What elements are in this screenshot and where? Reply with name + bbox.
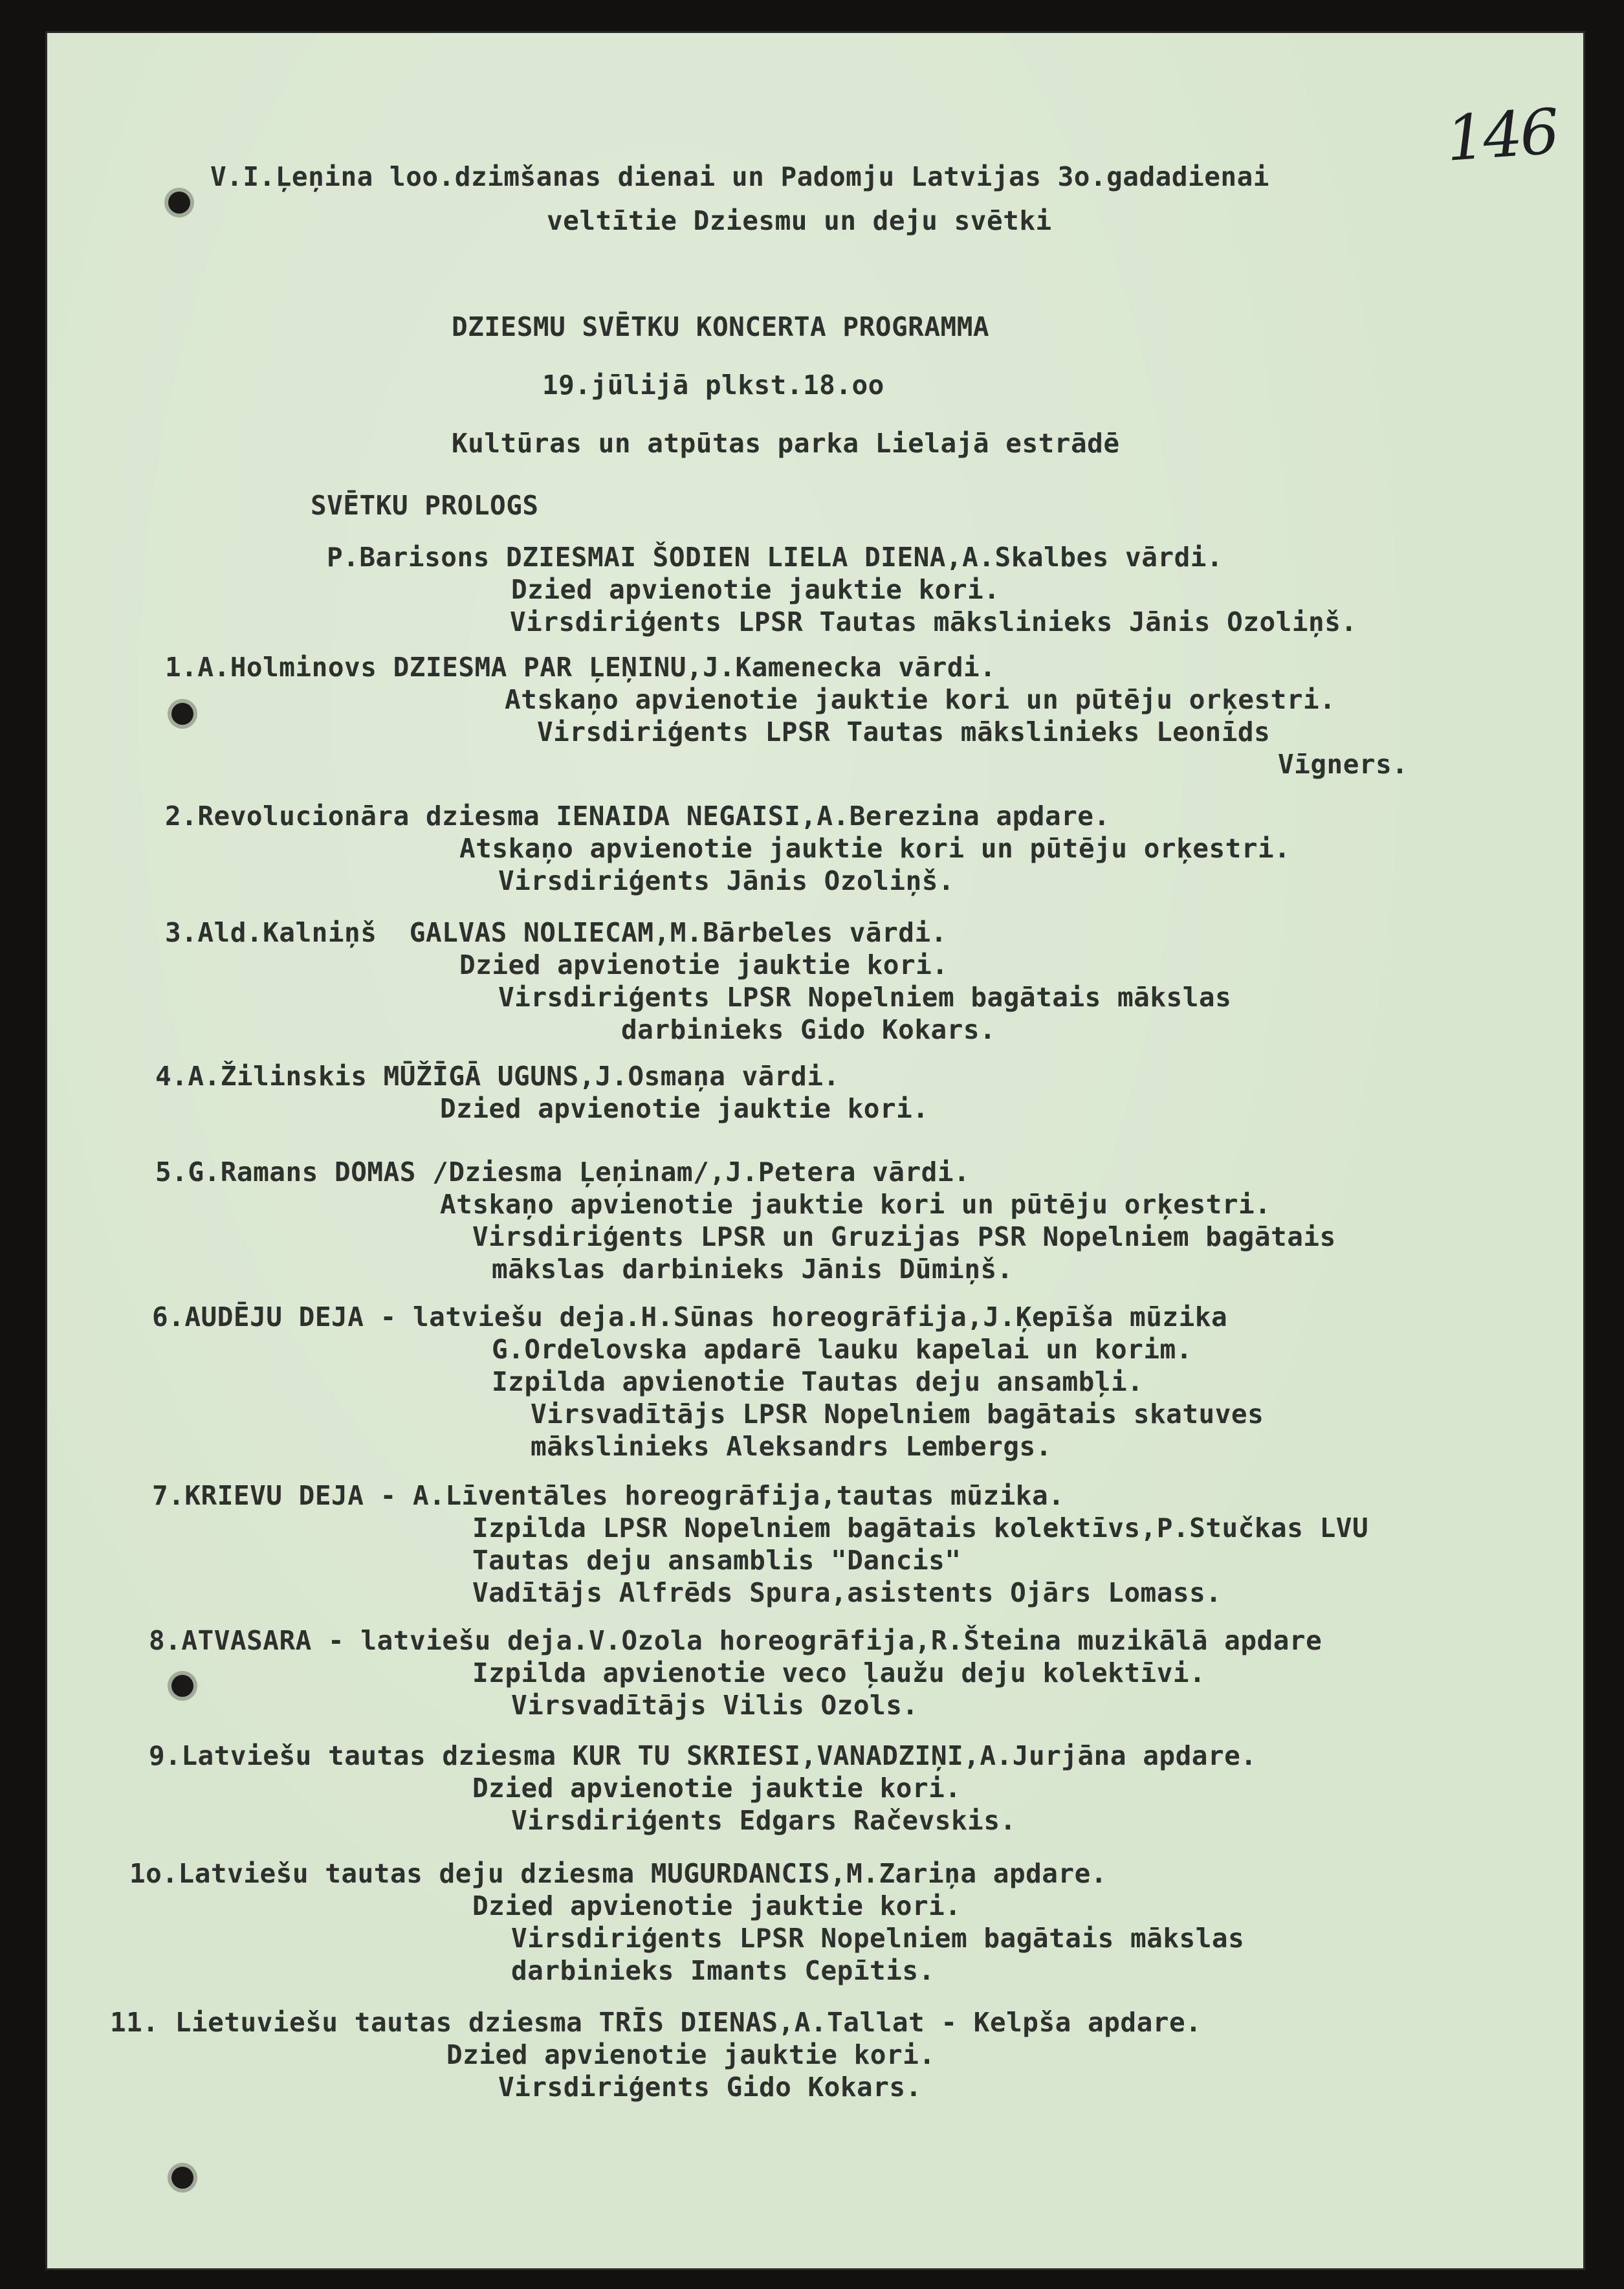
item-line: 1o.Latviešu tautas deju dziesma MUGURDANCIS,M.Zariņa apdare. bbox=[129, 1858, 1108, 1889]
prolog-line: Virsdiriģents LPSR Tautas mākslinieks Jānis Ozoliņš. bbox=[510, 606, 1357, 637]
item-line: 4.A.Žilinskis MŪŽĪGĀ UGUNS,J.Osmaņa vārdi. bbox=[155, 1061, 840, 1092]
item-line: Dzied apvienotie jauktie kori. bbox=[472, 1773, 961, 1804]
item-line: 7.KRIEVU DEJA - A.Līventāles horeogrāfija,tautas mūzika. bbox=[152, 1480, 1065, 1511]
item-line: Atskaņo apvienotie jauktie kori un pūtēju orķestri. bbox=[459, 833, 1291, 864]
item-line: Atskaņo apvienotie jauktie kori un pūtēju orķestri. bbox=[440, 1189, 1271, 1220]
item-line: Izpilda apvienotie Tautas deju ansambļi. bbox=[492, 1366, 1144, 1397]
punch-hole-1 bbox=[168, 192, 190, 214]
header-line-2: veltītie Dziesmu un deju svētki bbox=[547, 205, 1052, 236]
document-page bbox=[45, 31, 1585, 2270]
item-line: darbinieks Imants Cepītis. bbox=[511, 1955, 935, 1986]
program-venue: Kultūras un atpūtas parka Lielajā estrādē bbox=[452, 428, 1120, 459]
item-line: 2.Revolucionāra dziesma IENAIDA NEGAISI,A.Berezina apdare. bbox=[165, 801, 1110, 832]
handwritten-page-number: 146 bbox=[1443, 95, 1559, 175]
item-line: 11. Lietuviešu tautas dziesma TRĪS DIENAS,A.Tallat - Kelpša apdare. bbox=[110, 2007, 1202, 2038]
item-line: Dzied apvienotie jauktie kori. bbox=[440, 1093, 929, 1124]
item-line: Dzied apvienotie jauktie kori. bbox=[459, 949, 949, 980]
item-line: Tautas deju ansamblis "Dancis" bbox=[472, 1545, 961, 1576]
program-datetime: 19.jūlijā plkst.18.oo bbox=[542, 370, 884, 401]
item-line: Izpilda apvienotie veco ļaužu deju kolektīvi. bbox=[472, 1657, 1206, 1688]
item-line: 5.G.Ramans DOMAS /Dziesma Ļeņinam/,J.Petera vārdi. bbox=[155, 1156, 971, 1188]
item-line: Virsdiriģents Edgars Račevskis. bbox=[511, 1805, 1016, 1836]
item-line: Dzied apvienotie jauktie kori. bbox=[472, 1890, 961, 1921]
program-title: DZIESMU SVĒTKU KONCERTA PROGRAMMA bbox=[452, 311, 990, 342]
item-line: mākslinieks Aleksandrs Lembergs. bbox=[531, 1431, 1052, 1462]
prolog-line: P.Barisons DZIESMAI ŠODIEN LIELA DIENA,A.Skalbes vārdi. bbox=[327, 542, 1223, 573]
item-line: Virsdiriģents LPSR Nopelniem bagātais mākslas bbox=[498, 982, 1232, 1013]
item-line: Vadītājs Alfrēds Spura,asistents Ojārs Lomass. bbox=[472, 1577, 1222, 1608]
punch-hole-3 bbox=[171, 1675, 193, 1697]
item-line: Atskaņo apvienotie jauktie kori un pūtēju orķestri. bbox=[505, 684, 1336, 715]
header-line-1: V.I.Ļeņina loo.dzimšanas dienai un Padomju Latvijas 3o.gadadienai bbox=[210, 161, 1269, 192]
item-line: G.Ordelovska apdarē lauku kapelai un korim. bbox=[492, 1334, 1192, 1365]
punch-hole-4 bbox=[171, 2167, 193, 2189]
item-line: Virsvadītājs Vilis Ozols. bbox=[511, 1690, 919, 1721]
item-line: 9.Latviešu tautas dziesma KUR TU SKRIESI,VANADZIŅI,A.Jurjāna apdare. bbox=[149, 1740, 1257, 1771]
item-line: Virsdiriģents Jānis Ozoliņš. bbox=[498, 865, 955, 896]
item-line: Izpilda LPSR Nopelniem bagātais kolektīvs,P.Stučkas LVU bbox=[472, 1512, 1369, 1543]
item-line: Vīgners. bbox=[1278, 749, 1409, 780]
item-line: 1.A.Holminovs DZIESMA PAR ĻEŅINU,J.Kamenecka vārdi. bbox=[165, 652, 996, 683]
prolog-line: Dzied apvienotie jauktie kori. bbox=[511, 574, 1000, 605]
item-line: Virsvadītājs LPSR Nopelniem bagātais skatuves bbox=[531, 1399, 1264, 1430]
item-line: Virsdiriģents Gido Kokars. bbox=[498, 2072, 922, 2103]
item-line: Virsdiriģents LPSR Tautas mākslinieks Leonīds bbox=[537, 716, 1271, 747]
item-line: 3.Ald.Kalniņš GALVAS NOLIECAM,M.Bārbeles vārdi. bbox=[165, 917, 947, 948]
item-line: 8.ATVASARA - latviešu deja.V.Ozola horeogrāfija,R.Šteina muzikālā apdare bbox=[149, 1625, 1322, 1656]
item-line: darbinieks Gido Kokars. bbox=[621, 1014, 996, 1045]
punch-hole-2 bbox=[171, 703, 193, 725]
prolog-heading: SVĒTKU PROLOGS bbox=[311, 490, 539, 521]
item-line: Virsdiriģents LPSR Nopelniem bagātais mākslas bbox=[511, 1923, 1245, 1954]
item-line: Virsdiriģents LPSR un Gruzijas PSR Nopelniem bagātais bbox=[472, 1221, 1336, 1252]
item-line: 6.AUDĒJU DEJA - latviešu deja.H.Sūnas horeogrāfija,J.Ķepīša mūzika bbox=[152, 1301, 1228, 1332]
item-line: mākslas darbinieks Jānis Dūmiņš. bbox=[492, 1254, 1013, 1285]
item-line: Dzied apvienotie jauktie kori. bbox=[446, 2039, 936, 2070]
